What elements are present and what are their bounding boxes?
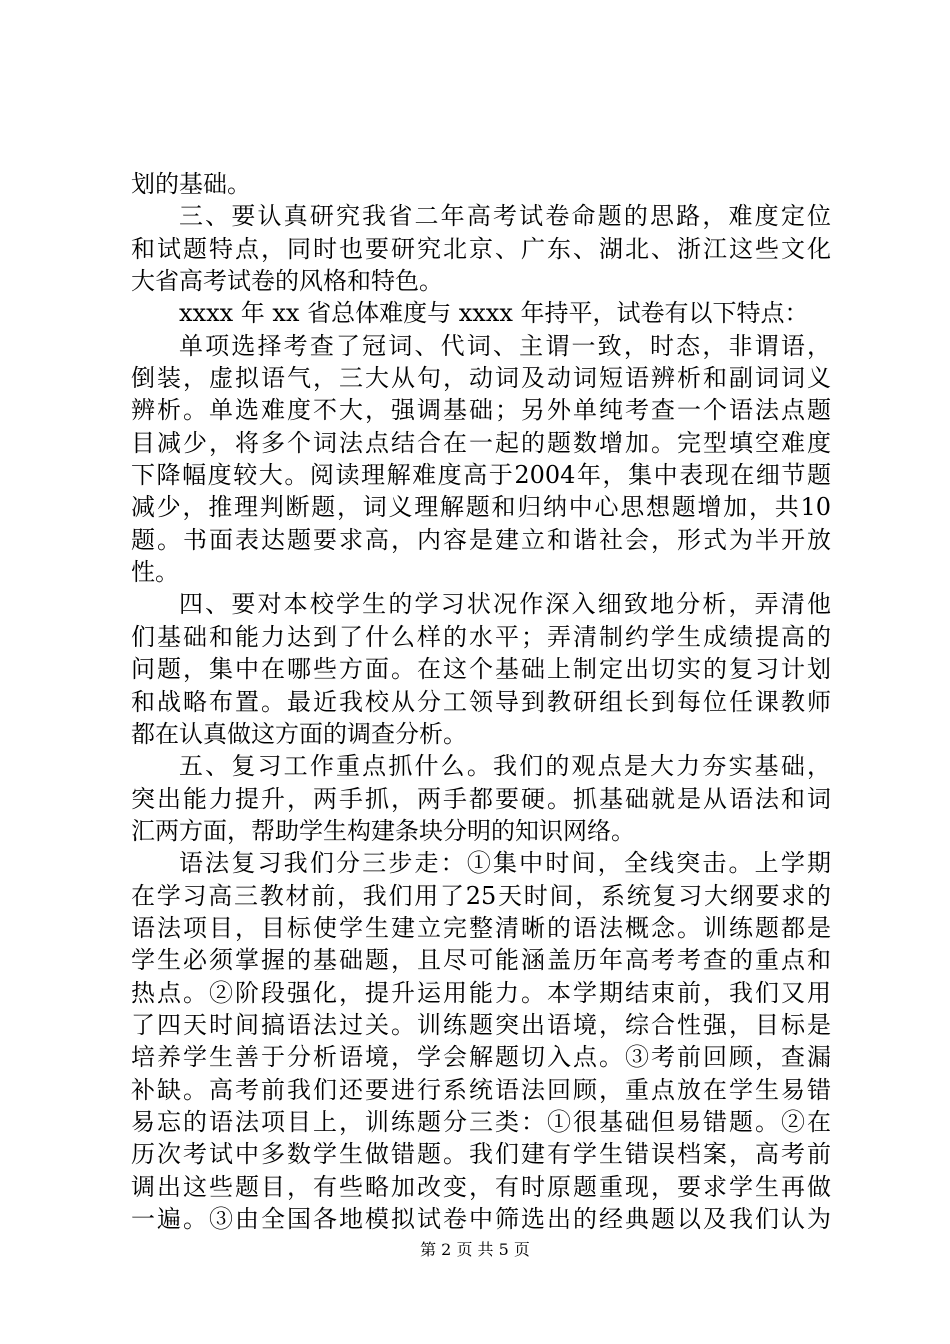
text-line: 都在认真做这方面的调查分析。	[131, 719, 467, 748]
text-line: 五、复习工作重点抓什么。我们的观点是大力夯实基础，	[179, 752, 831, 781]
text-line: 热点。②阶段强化，提升运用能力。本学期结束前，我们又用	[131, 978, 831, 1007]
text-line: 问题，集中在哪些方面。在这个基础上制定出切实的复习计划	[131, 655, 831, 684]
text-line: 们基础和能力达到了什么样的水平；弄清制约学生成绩提高的	[131, 622, 831, 651]
text-line: 和战略布置。最近我校从分工领导到教研组长到每位任课教师	[131, 687, 831, 716]
document-body	[131, 168, 831, 1235]
text-line: 划的基础。	[131, 170, 251, 198]
text-line: 语法复习我们分三步走：①集中时间，全线突击。上学期	[179, 849, 831, 878]
text-line: 汇两方面，帮助学生构建条块分明的知识网络。	[131, 816, 635, 845]
text-line: 易忘的语法项目上，训练题分三类：①很基础但易错题。②在	[131, 1107, 831, 1136]
text-line: 四、要对本校学生的学习状况作深入细致地分析，弄清他	[179, 590, 831, 619]
text-line: 突出能力提升，两手抓，两手都要硬。抓基础就是从语法和词	[131, 784, 831, 813]
text-line: 目减少，将多个词法点结合在一起的题数增加。完型填空难度	[131, 428, 831, 457]
text-line: 倒装，虚拟语气，三大从句，动词及动词短语辨析和副词词义	[131, 364, 831, 393]
text-line: 和试题特点，同时也要研究北京、广东、湖北、浙江这些文化	[131, 234, 831, 263]
text-line: 辨析。单选难度不大，强调基础；另外单纯考查一个语法点题	[131, 396, 831, 425]
text-line: 补缺。高考前我们还要进行系统语法回顾，重点放在学生易错	[131, 1075, 831, 1104]
text-line: 一遍。③由全国各地模拟试卷中筛选出的经典题以及我们认为	[131, 1205, 831, 1233]
text-line: 减少，推理判断题，词义理解题和归纳中心思想题增加，共10	[131, 493, 831, 522]
text-line: 学生必须掌握的基础题，且尽可能涵盖历年高考考查的重点和	[131, 946, 831, 975]
text-line: 调出这些题目，有些略加改变，有时原题重现，要求学生再做	[131, 1172, 831, 1201]
text-line: 下降幅度较大。阅读理解难度高于2004年，集中表现在细节题	[131, 461, 831, 490]
text-line: 历次考试中多数学生做错题。我们建有学生错误档案，高考前	[131, 1140, 831, 1169]
text-line: 培养学生善于分析语境，学会解题切入点。③考前回顾，查漏	[131, 1043, 831, 1072]
text-line: 大省高考试卷的风格和特色。	[131, 267, 443, 296]
text-line: 性。	[131, 558, 179, 587]
text-line: 单项选择考查了冠词、代词、主谓一致，时态，非谓语，	[179, 331, 831, 360]
text-line: 了四天时间搞语法过关。训练题突出语境，综合性强，目标是	[131, 1010, 831, 1039]
text-line: 语法项目，目标使学生建立完整清晰的语法概念。训练题都是	[131, 913, 831, 942]
page-footer: 第 2 页 共 5 页	[420, 1240, 530, 1259]
text-line: 在学习高三教材前，我们用了25天时间，系统复习大纲要求的	[131, 881, 831, 910]
text-line: 三、要认真研究我省二年高考试卷命题的思路，难度定位	[179, 202, 831, 231]
text-line: xxxx 年 xx 省总体难度与 xxxx 年持平，试卷有以下特点：	[179, 299, 809, 328]
text-line: 题。书面表达题要求高，内容是建立和谐社会，形式为半开放	[131, 525, 831, 554]
